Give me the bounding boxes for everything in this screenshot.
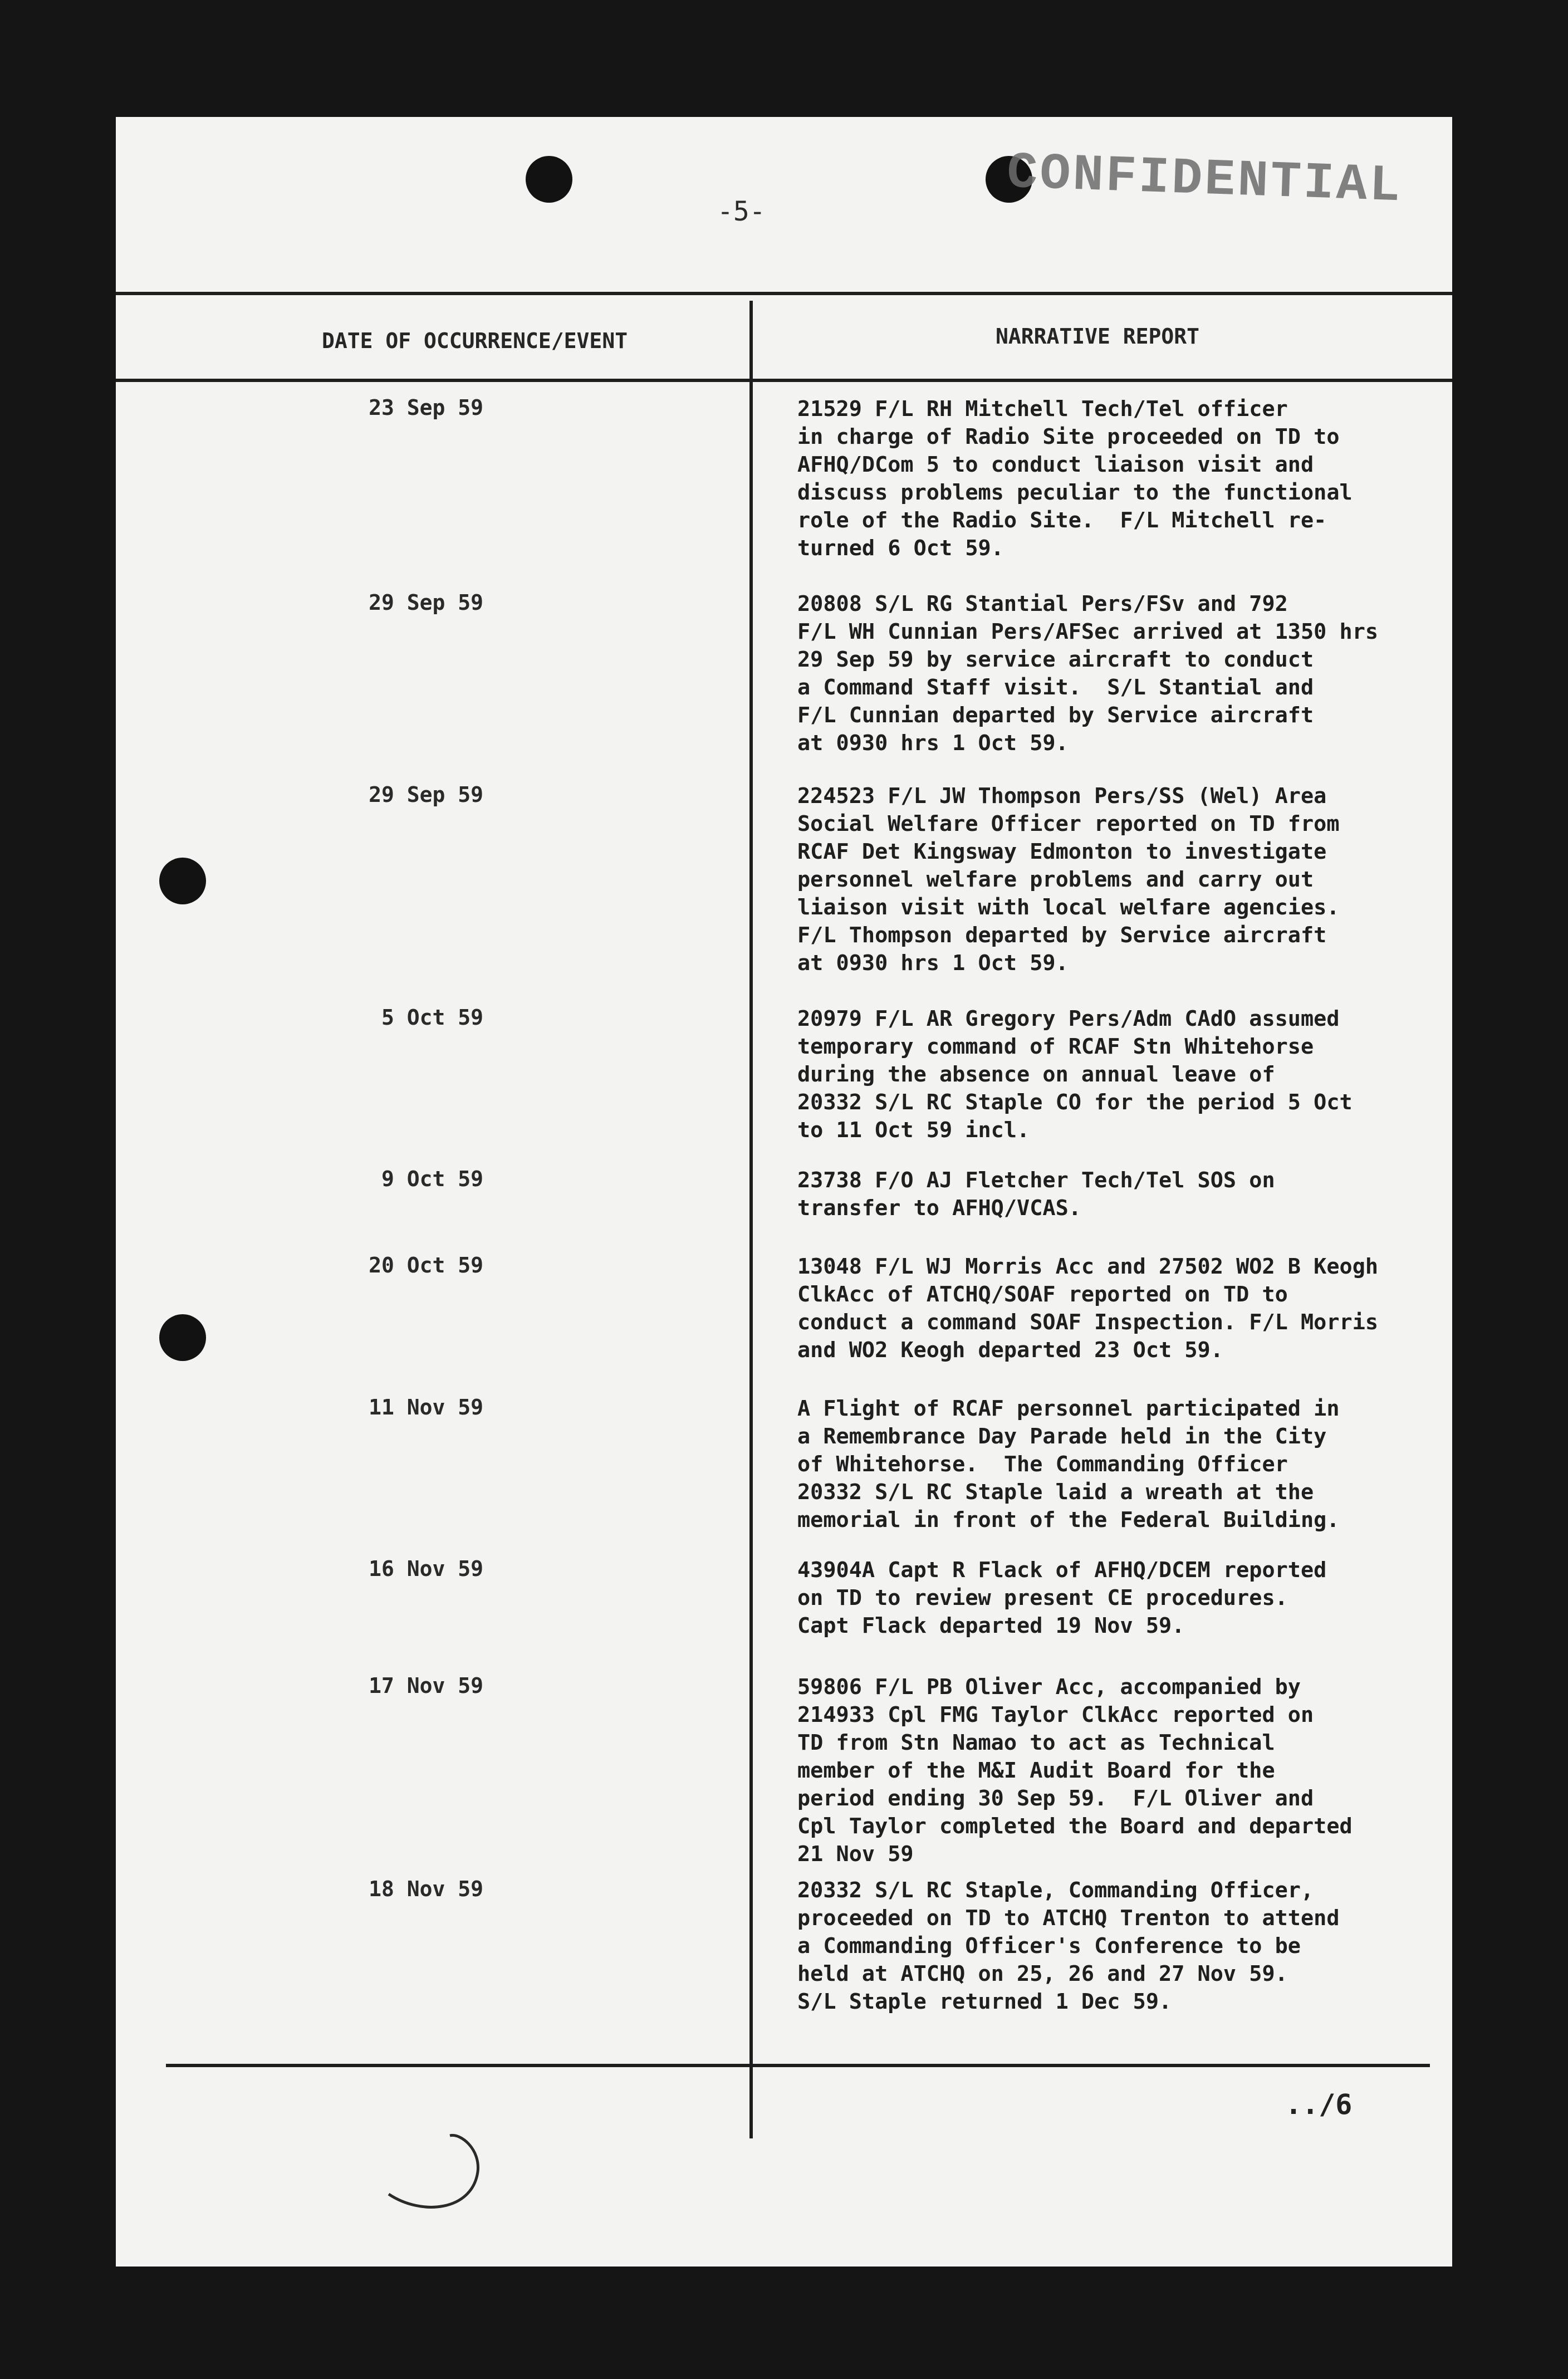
page-number: -5- [717,196,766,227]
date-column-header: DATE OF OCCURRENCE/EVENT [322,329,628,353]
entry-date: 20 Oct 59 [369,1253,483,1277]
entry-date: 16 Nov 59 [369,1556,483,1581]
table-top-rule [116,292,1452,295]
entry-narrative: 224523 F/L JW Thompson Pers/SS (Wel) Area Social Welfare Officer reported on TD from RCAF Det Kingsway Edmonton to investigate personnel welfare problems and carry out liaison visit with local welfare agencies. F/L Thompson departed by Service aircraft at 0930 hrs 1 Oct 59. [797,784,1340,976]
entry-date: 11 Nov 59 [369,1395,483,1419]
column-divider [749,301,753,2138]
table-bottom-rule [166,2064,1430,2067]
punch-hole [159,858,206,904]
entry-date: 29 Sep 59 [369,590,483,615]
entry-date: 17 Nov 59 [369,1673,483,1698]
entry-narrative: 20979 F/L AR Gregory Pers/Adm CAdO assumed temporary command of RCAF Stn Whitehorse during the absence on annual leave of 20332 S/L RC Staple CO for the period 5 Oct to 11 Oct 59 incl. [797,1006,1353,1143]
entry-date: 5 Oct 59 [381,1005,483,1030]
entry-date: 23 Sep 59 [369,395,483,420]
entry-narrative: 13048 F/L WJ Morris Acc and 27502 WO2 B Keogh ClkAcc of ATCHQ/SOAF reported on TD to conduct a command SOAF Inspection. F/L Morris and WO2 Keogh departed 23 Oct 59. [797,1254,1379,1363]
entry-date: 9 Oct 59 [381,1167,483,1191]
entry-narrative: 43904A Capt R Flack of AFHQ/DCEM reported on TD to review present CE procedures. Capt Flack departed 19 Nov 59. [797,1558,1327,1638]
entry-narrative: 59806 F/L PB Oliver Acc, accompanied by 214933 Cpl FMG Taylor ClkAcc reported on TD from Stn Namao to act as Technical member of the M&I Audit Board for the period ending 30 Sep 59. F/L Oliver and Cpl Taylor completed the Board and departed 21 Nov 59 [797,1675,1353,1867]
narrative-column-header: NARRATIVE REPORT [996,324,1200,349]
confidential-stamp: CONFIDENTIAL [1006,143,1404,216]
entry-narrative: 20332 S/L RC Staple, Commanding Officer, proceeded on TD to ATCHQ Trenton to attend a Commanding Officer's Conference to be held at ATCHQ on 25, 26 and 27 Nov 59. S/L Staple returned 1 Dec 59. [797,1878,1340,2014]
entry-date: 29 Sep 59 [369,782,483,807]
header-bottom-rule [116,379,1452,382]
document-page [116,117,1452,2267]
entry-narrative: 20808 S/L RG Stantial Pers/FSv and 792 F/L WH Cunnian Pers/AFSec arrived at 1350 hrs 29 Sep 59 by service aircraft to conduct a Command Staff visit. S/L Stantial and F/L Cunnian departed by Service aircraft at 0930 hrs 1 Oct 59. [797,591,1379,756]
punch-hole [526,156,572,203]
entry-narrative: 21529 F/L RH Mitchell Tech/Tel officer in charge of Radio Site proceeded on TD to AFHQ/DCom 5 to conduct liaison visit and discuss problems peculiar to the functional role of the Radio Site. F/L Mitchell re- turned 6 Oct 59. [797,396,1353,561]
punch-hole [159,1314,206,1361]
entry-narrative: A Flight of RCAF personnel participated in a Remembrance Day Parade held in the City of Whitehorse. The Commanding Officer 20332 S/L RC Staple laid a wreath at the memorial in front of the Federal Building. [797,1396,1340,1533]
entry-narrative: 23738 F/O AJ Fletcher Tech/Tel SOS on transfer to AFHQ/VCAS. [797,1168,1275,1221]
entry-date: 18 Nov 59 [369,1877,483,1901]
continuation-marker: ../6 [1285,2088,1353,2121]
handwritten-mark [378,2111,511,2222]
